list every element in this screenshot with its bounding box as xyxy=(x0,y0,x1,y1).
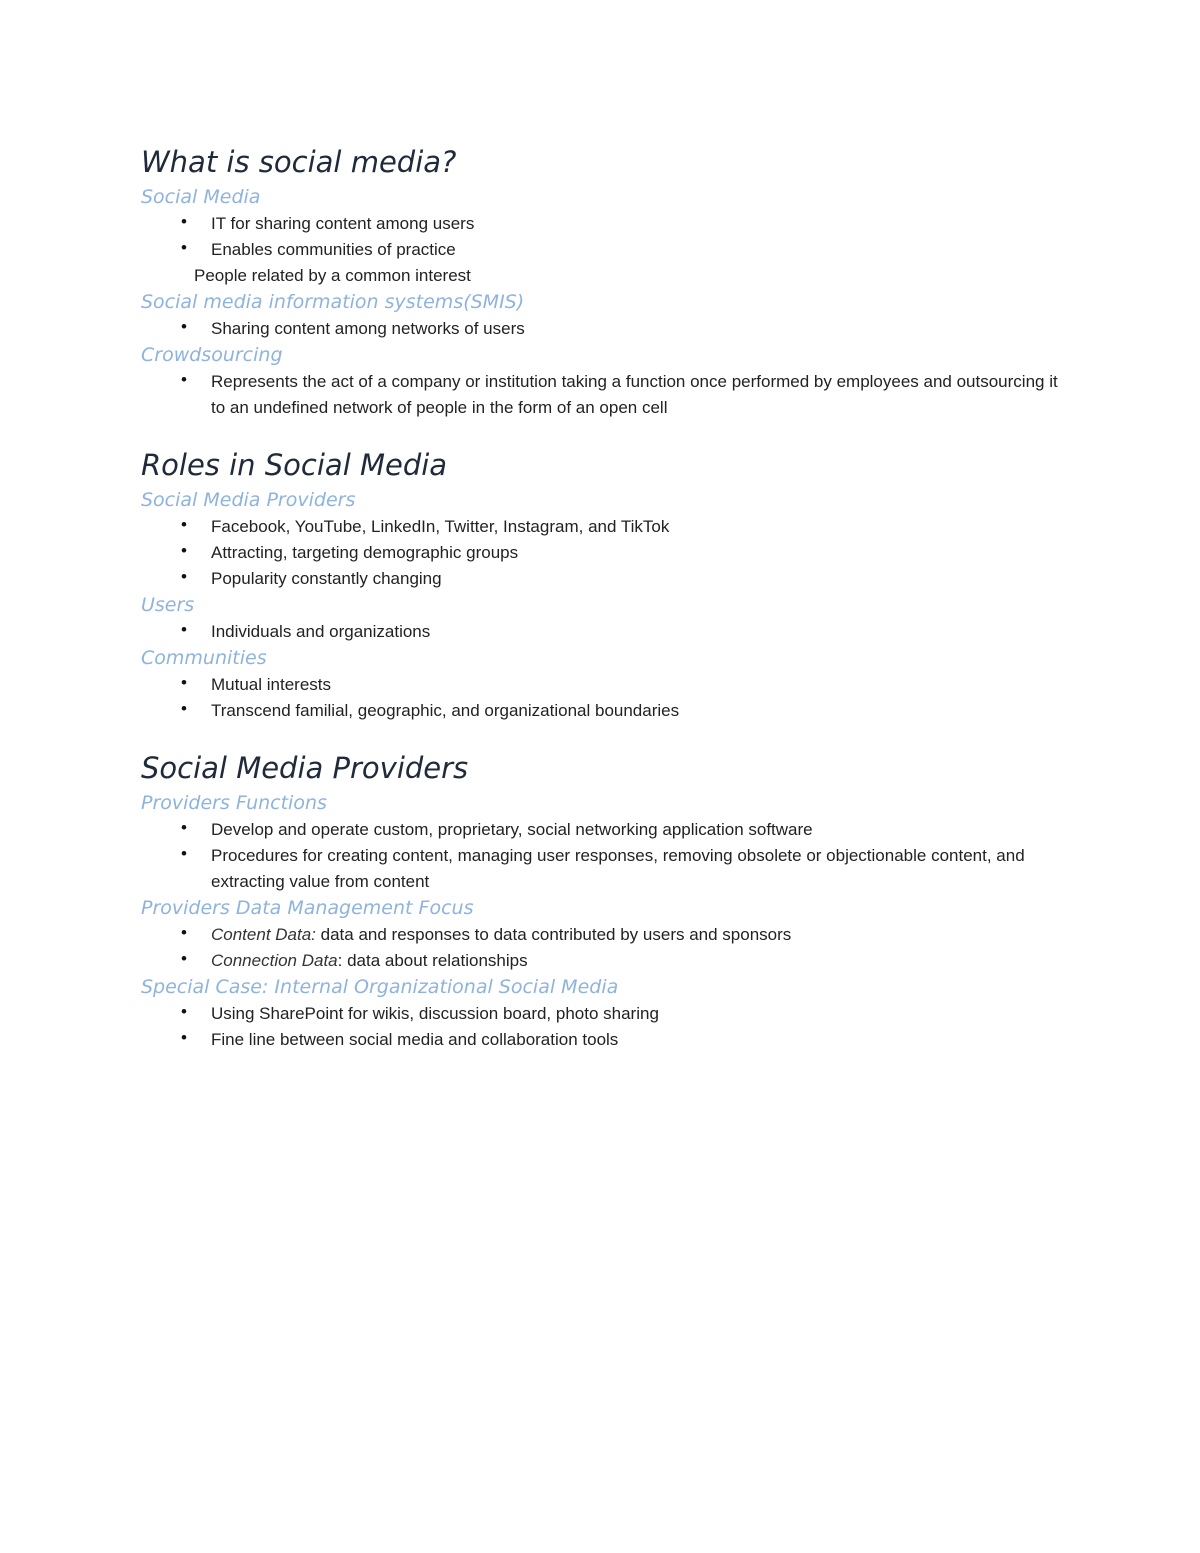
subheading-crowdsourcing: Crowdsourcing xyxy=(141,344,283,366)
bullet-list xyxy=(141,316,1071,342)
bullet-list xyxy=(141,1001,1071,1053)
subheading-users: Users xyxy=(141,594,195,616)
bullet-list xyxy=(141,619,1071,645)
list-item-text: Procedures for creating content, managing user responses, removing obsolete or objectionable content, and extracting value from content xyxy=(211,846,1025,891)
bullet-icon: • xyxy=(181,238,187,257)
list-item xyxy=(141,817,1071,843)
list-item xyxy=(141,514,1071,540)
term-label: Content Data: xyxy=(211,925,316,944)
list-item-text: Fine line between social media and collaboration tools xyxy=(211,1030,619,1049)
list-item-text: data and responses to data contributed by users and sponsors xyxy=(315,925,792,944)
list-item xyxy=(141,1027,1071,1053)
list-item xyxy=(141,672,1071,698)
list-item-text: Facebook, YouTube, LinkedIn, Twitter, Instagram, and TikTok xyxy=(211,517,670,536)
bullet-icon: • xyxy=(181,818,187,837)
list-item-text: Attracting, targeting demographic groups xyxy=(211,543,519,562)
list-item-text: Using SharePoint for wikis, discussion board, photo sharing xyxy=(211,1004,659,1023)
subheading-communities: Communities xyxy=(141,647,267,669)
bullet-icon: • xyxy=(181,620,187,639)
bullet-icon: • xyxy=(181,541,187,560)
bullet-list xyxy=(141,211,1071,263)
list-item-text: Popularity constantly changing xyxy=(211,569,442,588)
list-item-text: Enables communities of practice xyxy=(211,240,456,259)
list-item xyxy=(141,922,1071,948)
section-heading: Social Media Providers xyxy=(141,751,469,785)
list-item xyxy=(141,948,1071,974)
list-item xyxy=(141,211,1071,237)
bullet-icon: • xyxy=(181,370,187,389)
subheading-providers-data-management-focus: Providers Data Management Focus xyxy=(141,897,474,919)
list-item xyxy=(141,1001,1071,1027)
subheading-social-media-providers: Social Media Providers xyxy=(141,489,356,511)
bullet-icon: • xyxy=(181,673,187,692)
list-item xyxy=(141,540,1071,566)
list-item-text: Represents the act of a company or institution taking a function once performed by employees and outsourcing it to an undefined network of people in the form of an open cell xyxy=(211,372,1058,417)
list-item-text: Mutual interests xyxy=(211,675,331,694)
bullet-list xyxy=(141,922,1071,974)
document-content xyxy=(141,140,1071,1053)
list-item xyxy=(141,619,1071,645)
bullet-icon: • xyxy=(181,567,187,586)
list-item xyxy=(141,316,1071,342)
bullet-list xyxy=(141,369,1071,421)
bullet-icon: • xyxy=(181,1028,187,1047)
list-item-text: Transcend familial, geographic, and organizational boundaries xyxy=(211,701,680,720)
list-item xyxy=(141,566,1071,592)
list-item-text: IT for sharing content among users xyxy=(211,214,475,233)
list-item-text: Individuals and organizations xyxy=(211,622,431,641)
bullet-list xyxy=(141,672,1071,724)
sub-note: People related by a common interest xyxy=(194,266,471,285)
section-heading: Roles in Social Media xyxy=(141,448,448,482)
list-item-text: : data about relationships xyxy=(337,951,528,970)
list-item xyxy=(141,698,1071,724)
list-item-text: Develop and operate custom, proprietary, social networking application software xyxy=(211,820,813,839)
bullet-icon: • xyxy=(181,212,187,231)
list-item xyxy=(141,843,1071,895)
bullet-list xyxy=(141,817,1071,895)
bullet-icon: • xyxy=(181,515,187,534)
subheading-social-media: Social Media xyxy=(141,186,261,208)
section-heading: What is social media? xyxy=(141,145,457,179)
bullet-icon: • xyxy=(181,699,187,718)
subheading-special-case: Special Case: Internal Organizational Social Media xyxy=(141,976,619,998)
bullet-list xyxy=(141,514,1071,592)
subheading-smis: Social media information systems(SMIS) xyxy=(141,291,525,313)
list-item xyxy=(141,237,1071,263)
subheading-providers-functions: Providers Functions xyxy=(141,792,327,814)
bullet-icon: • xyxy=(181,923,187,942)
list-item xyxy=(141,369,1071,421)
bullet-icon: • xyxy=(181,949,187,968)
bullet-icon: • xyxy=(181,317,187,336)
term-label: Connection Data xyxy=(211,951,338,970)
bullet-icon: • xyxy=(181,1002,187,1021)
bullet-icon: • xyxy=(181,844,187,863)
section-roles-in-social-media xyxy=(141,443,1071,724)
section-what-is-social-media xyxy=(141,140,1071,421)
list-item-text: Sharing content among networks of users xyxy=(211,319,525,338)
section-social-media-providers xyxy=(141,746,1071,1053)
